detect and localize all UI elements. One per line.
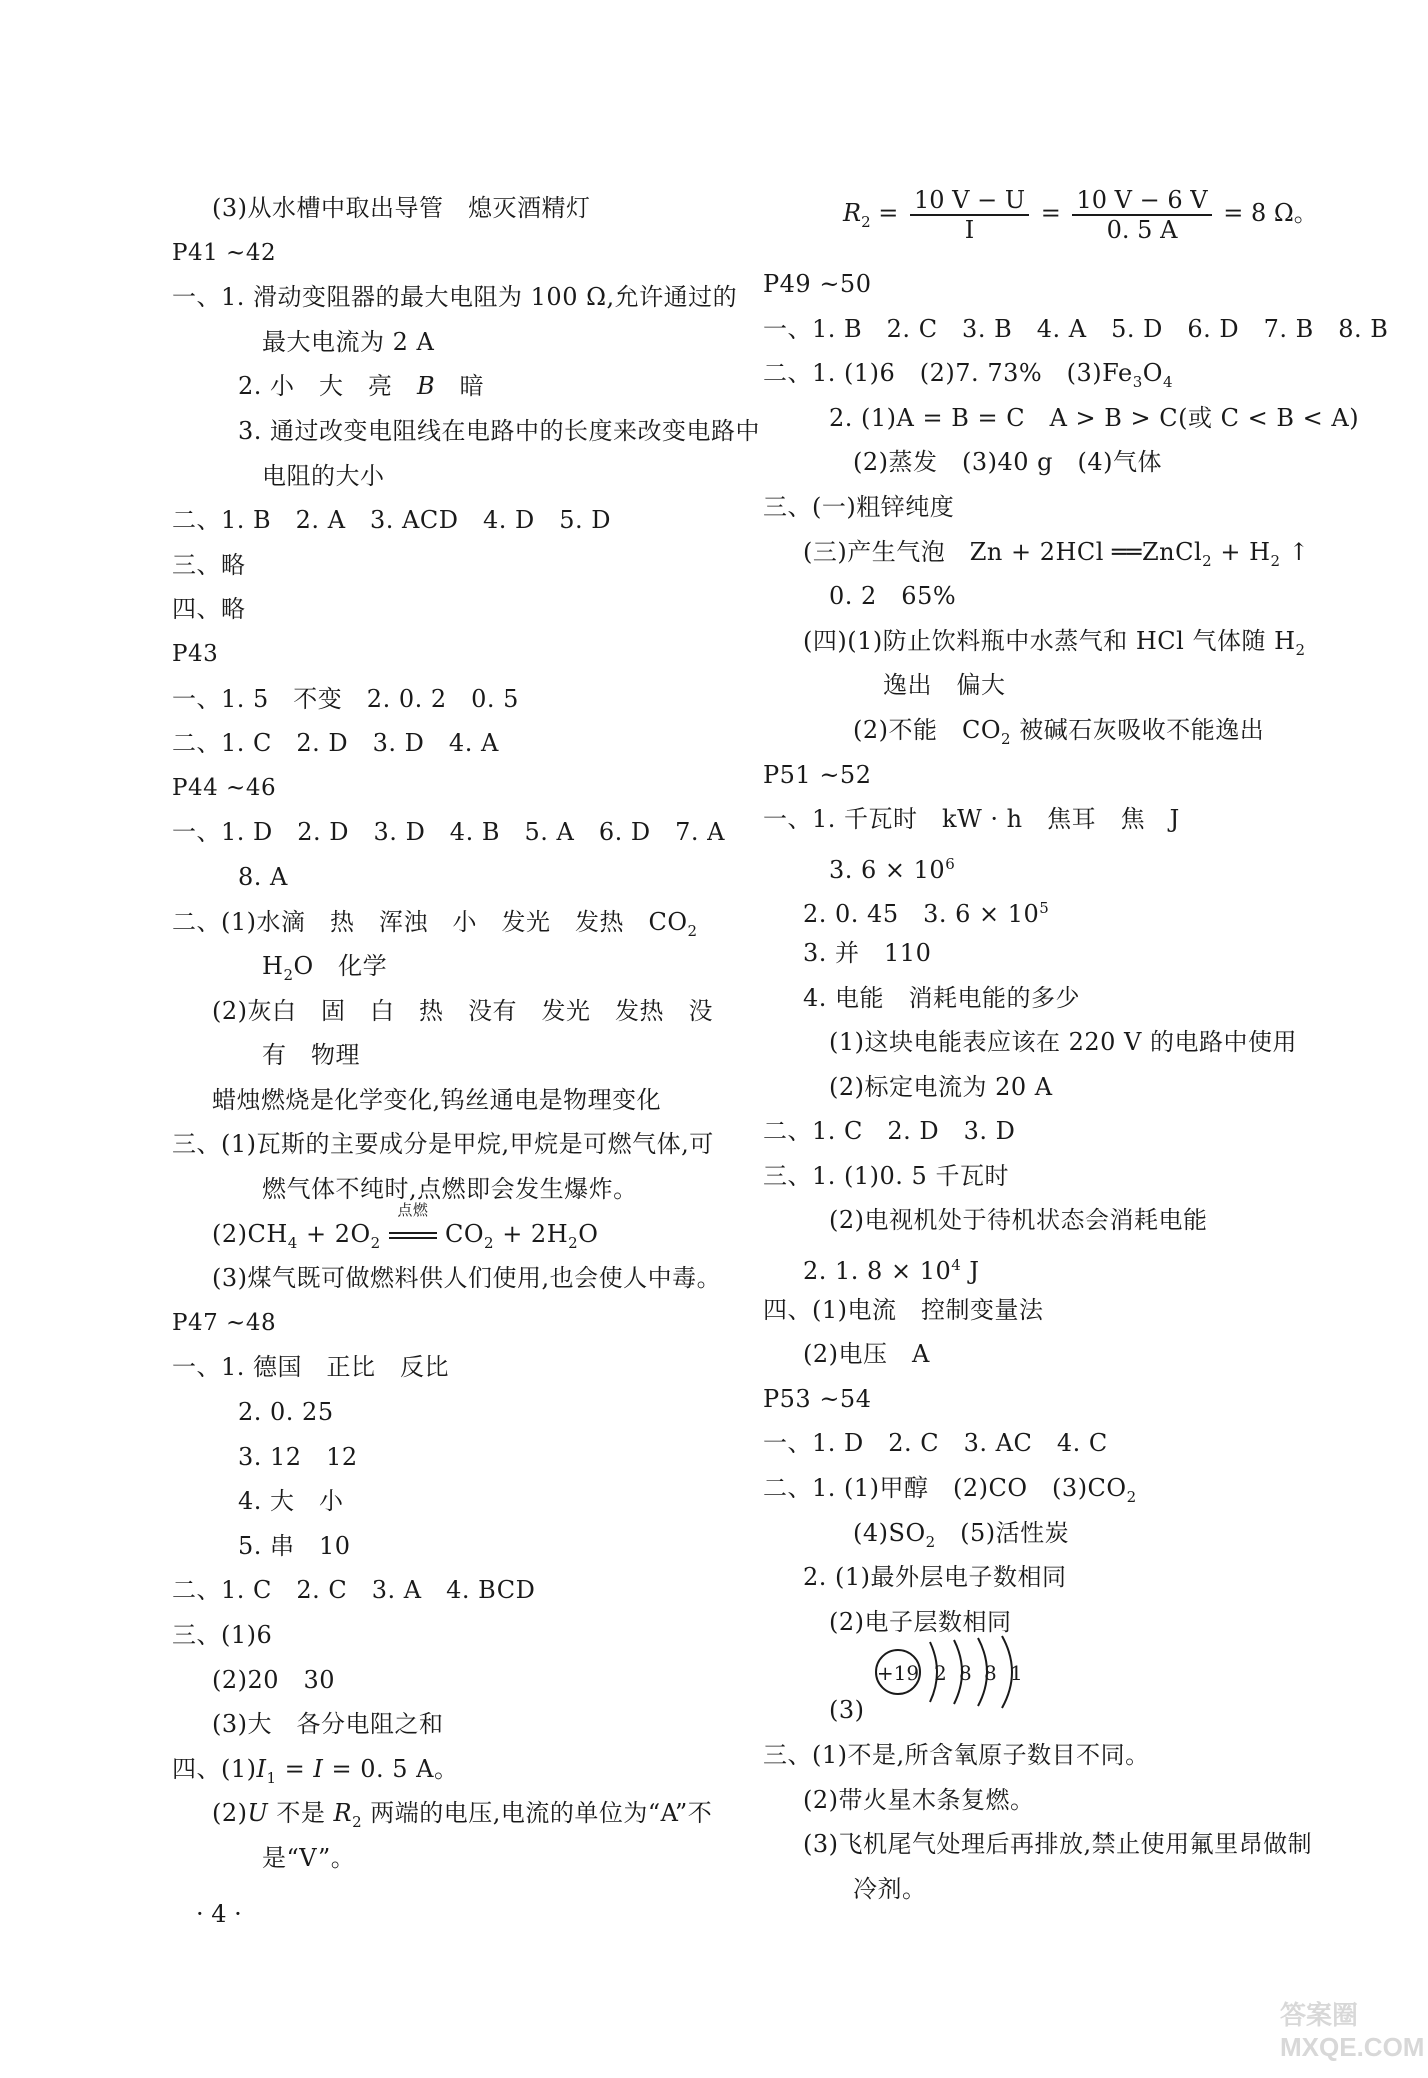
right_column-line: 一、1. D 2. C 3. AC 4. C	[763, 1429, 1108, 1458]
left_column-line: (2)灰白 固 白 热 没有 发光 发热 没	[212, 996, 713, 1025]
left_column-line: 3. 12 12	[238, 1442, 358, 1471]
shell-count-2: 8	[959, 1661, 972, 1685]
left_column-line: 三、略	[172, 550, 246, 579]
right_column-line: (3)	[829, 1696, 865, 1725]
left_column-line: 蜡烛燃烧是化学变化,钨丝通电是物理变化	[212, 1085, 662, 1114]
formula-lhs: R	[843, 199, 862, 227]
right_column-line: 一、1. B 2. C 3. B 4. A 5. D 6. D 7. B 8. B	[763, 314, 1389, 343]
left_column-line: 一、1. 5 不变 2. 0. 2 0. 5	[172, 684, 519, 713]
left_column-line: $(2)CH_4 + 2O_2$ 点燃 $CO_2 + 2H_2O$	[212, 1200, 599, 1252]
formula-result: = 8 Ω。	[1223, 199, 1318, 227]
left_column-line: (3)从水槽中取出导管 熄灭酒精灯	[212, 194, 591, 222]
left_column-line: 最大电流为 2 A	[262, 327, 435, 356]
right_column-line: 三、1. (1)0. 5 千瓦时	[763, 1161, 1009, 1190]
right_column-line: 三、(1)不是,所含氧原子数目不同。	[763, 1741, 1150, 1769]
left_column-line: (2)20 30	[212, 1665, 336, 1694]
fraction-2-numerator: 10 V − 6 V	[1072, 186, 1211, 216]
left_column-line: P47 ~48	[172, 1309, 277, 1336]
left_column-line: 3. 通过改变电阻线在电路中的长度来改变电路中	[238, 416, 761, 445]
right_column-line: (1)这块电能表应该在 220 V 的电路中使用	[829, 1028, 1298, 1057]
left_column-line: 一、1. 德国 正比 反比	[172, 1353, 450, 1382]
fraction-2-denominator: 0. 5 A	[1106, 215, 1178, 244]
right_column-line: P53 ~54	[763, 1384, 872, 1413]
right_column-line: 2. 1. $8 \times 10^4$ J	[803, 1256, 980, 1286]
nucleus-label: +19	[876, 1661, 920, 1685]
fraction-1	[910, 186, 1029, 244]
right_column-line: 二、1. (1)6 (2)7. 73% $(3)Fe_3O_4$	[763, 359, 1173, 391]
watermark-logo: 答案圈 MXQE.COM	[1280, 2000, 1425, 2062]
right_column-line: (2)蒸发 (3)40 g (4)气体	[853, 448, 1163, 477]
left_column-line: 四、略	[172, 595, 246, 624]
page-number: · 4 ·	[196, 1900, 242, 1928]
right_column-line: 一、1. 千瓦时 kW · h 焦耳 焦 J	[763, 805, 1180, 834]
right_column-line: P51 ~52	[763, 760, 872, 789]
right_column-line: (四)(1)防止饮料瓶中水蒸气和 HCl 气体随 $H_2$	[803, 626, 1306, 659]
left_column-line: (3)大 各分电阻之和	[212, 1710, 444, 1739]
right_column-line: (3)飞机尾气处理后再排放,禁止使用氟里昂做制	[803, 1830, 1313, 1859]
right_column-line: 3. 并 110	[803, 938, 932, 967]
left_column-line: P43	[172, 640, 219, 667]
left_column-line: 2. 0. 25	[238, 1398, 334, 1427]
left_column-line: 四、$(1)I_1 = I = 0$. 5 A。	[172, 1754, 459, 1787]
left_column-line: 三、(1)6	[172, 1621, 273, 1649]
shell-count-4: 1	[1010, 1661, 1023, 1685]
shell-count-3: 8	[984, 1661, 997, 1685]
right_column-line: $(4)SO_2$ (5)活性炭	[853, 1518, 1070, 1551]
right_column-line	[763, 1644, 1343, 1688]
right_column-line: 2. (1)A = B = C A > B > C(或 C < B < A)	[829, 403, 1360, 432]
right_column-line: 冷剂。	[853, 1874, 927, 1903]
left_column-line: 三、(1)瓦斯的主要成分是甲烷,甲烷是可燃气体,可	[172, 1130, 714, 1159]
right_column-line: (2)电视机处于待机状态会消耗电能	[829, 1206, 1208, 1235]
left_column-line: 二、1. B 2. A 3. ACD 4. D 5. D	[172, 506, 612, 535]
right_column-line: 2. (1)最外层电子数相同	[803, 1563, 1067, 1592]
left_column-line: 是“V”。	[262, 1843, 356, 1872]
right_column-line: P49 ~50	[763, 270, 872, 298]
left_column-line: 一、1. 滑动变阻器的最大电阻为 100 Ω,允许通过的	[172, 283, 738, 312]
right_column-line: (2)电子层数相同	[829, 1607, 1012, 1636]
right_column-line: (2)带火星木条复燃。	[803, 1785, 1035, 1814]
right_column-line: (三)产生气泡 Zn + 2HCl ══ZnCl$_2$ + $H_2$ ↑	[803, 537, 1310, 570]
left_column-line: $H_2O$ 化学	[262, 952, 388, 984]
right_column-line: 2. 0. 45 3. $6 \times 10^5$	[803, 899, 1050, 929]
resistance-formula: $R_2$ = $\frac{10 V - U}{I}$ = $\frac{10 V - 6 V}{0. 5 A}$ = 8 Ω。	[843, 185, 1318, 244]
fraction-1-numerator: 10 V − U	[910, 186, 1029, 216]
left_column-line: 8. A	[238, 862, 288, 891]
right_column-line: 0. 2 65%	[829, 582, 957, 611]
right_column-line: 三、(一)粗锌纯度	[763, 492, 955, 521]
left_column-line: P44 ~46	[172, 774, 277, 801]
right_column-line: (2)不能 $CO_2$ 被碱石灰吸收不能逸出	[853, 715, 1265, 748]
left_column-line: 一、1. D 2. D 3. D 4. B 5. A 6. D 7. A	[172, 818, 725, 847]
right_column-line: 4. 电能 消耗电能的多少	[803, 983, 1081, 1012]
fraction-1-denominator: I	[964, 215, 975, 244]
right_column-line: 3. $6 \times 10^6$	[829, 854, 956, 884]
left_column-line: 二、(1)水滴 热 浑浊 小 发光 发热 $CO_2$	[172, 907, 698, 940]
left_column-line: 4. 大 小	[238, 1487, 344, 1516]
left_column-line: 2. 小 大 亮 B 暗	[238, 372, 485, 401]
right_column-line: (2)标定电流为 20 A	[829, 1072, 1053, 1101]
left_column-line: 电阻的大小	[262, 461, 385, 490]
left_column-line: 5. 串 10	[238, 1531, 351, 1560]
left_column-line: P41 ~42	[172, 239, 277, 266]
right-column	[763, 262, 1389, 1911]
shell-count-1: 2	[934, 1661, 947, 1685]
right_column-line: 逸出 偏大	[883, 671, 1006, 700]
left_column-line: 二、1. C 2. D 3. D 4. A	[172, 729, 499, 758]
fraction-2	[1072, 186, 1211, 244]
right_column-line: (2)电压 A	[803, 1340, 930, 1369]
left_column-line: (3)煤气既可做燃料供人们使用,也会使人中毒。	[212, 1264, 722, 1293]
right_column-line: 二、1. (1)甲醇 (2)CO $(3)CO_2$	[763, 1474, 1137, 1506]
right_column-line: 二、1. C 2. D 3. D	[763, 1117, 1016, 1146]
right_column-line: 四、(1)电流 控制变量法	[763, 1295, 1044, 1324]
left_column-line: (2)U 不是 $R_2$ 两端的电压,电流的单位为“A”不	[212, 1799, 713, 1832]
left-column	[172, 186, 761, 1881]
left_column-line: 有 物理	[262, 1041, 360, 1070]
left_column-line: 二、1. C 2. C 3. A 4. BCD	[172, 1576, 536, 1605]
atom-structure-diagram	[872, 1630, 1052, 1720]
formula-lhs-sub: 2	[861, 212, 871, 231]
left_column-line: 燃气体不纯时,点燃即会发生爆炸。	[262, 1175, 638, 1204]
